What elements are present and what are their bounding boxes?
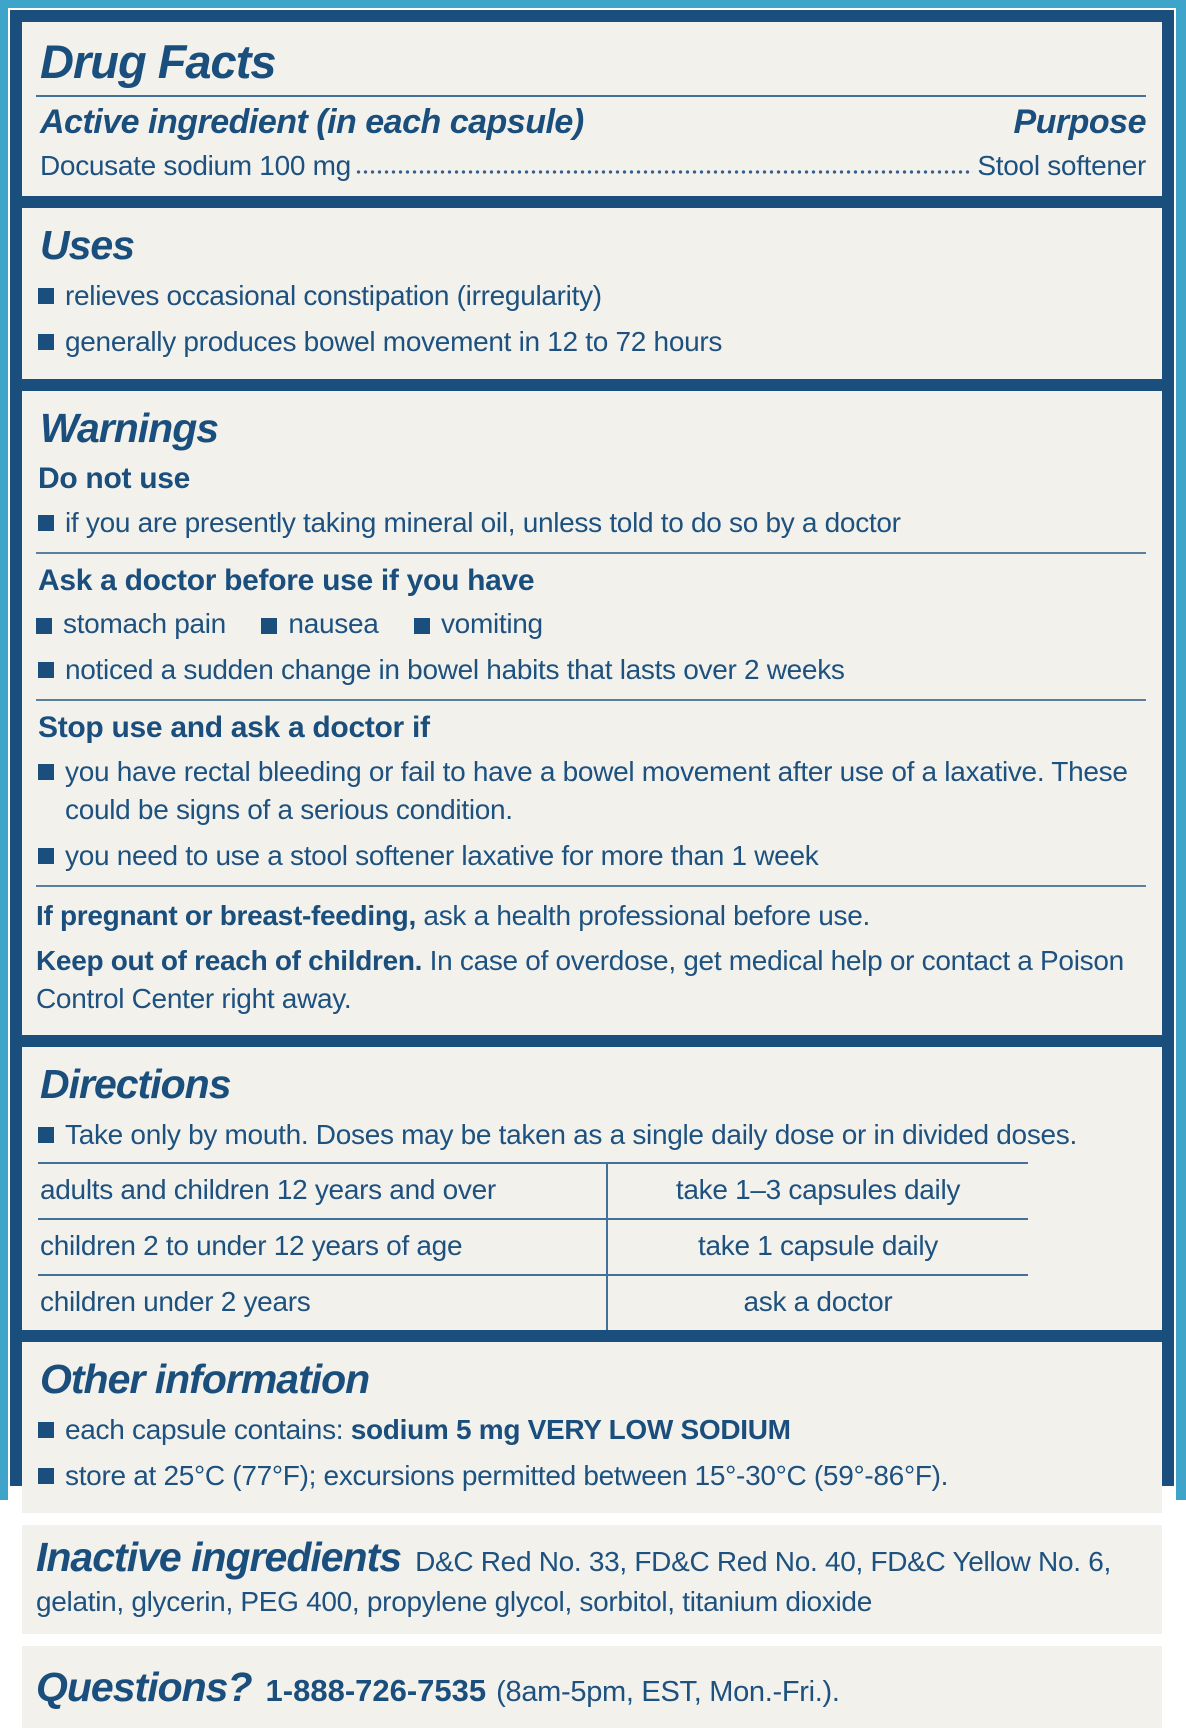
- storage-text: store at 25°C (77°F); excursions permitted between 15°-30°C (59°-86°F).: [65, 1460, 949, 1491]
- do-not-use-item: [36, 504, 1146, 542]
- divider: [36, 885, 1146, 887]
- directions-note: [36, 1116, 1146, 1154]
- ingredient-name: Docusate sodium 100 mg: [40, 150, 351, 181]
- drug-facts-title: Drug Facts: [40, 35, 276, 88]
- directions-heading: Directions: [40, 1061, 231, 1107]
- inactive-ingredients-heading: Inactive ingredients: [36, 1534, 402, 1580]
- directions-note-text: Take only by mouth. Doses may be taken as a single daily dose or in divided doses.: [65, 1119, 1077, 1150]
- other-info-item: [36, 1411, 1146, 1449]
- square-bullet-icon: [38, 1468, 54, 1484]
- panel-uses: [22, 208, 1162, 379]
- other-information-heading: Other information: [40, 1356, 370, 1402]
- ask-doctor-item-text: noticed a sudden change in bowel habits that lasts over 2 weeks: [65, 654, 845, 685]
- uses-item: [36, 323, 1146, 361]
- purpose-heading: Purpose: [1013, 103, 1146, 141]
- square-bullet-icon: [38, 662, 54, 678]
- questions-heading: Questions?: [36, 1664, 252, 1710]
- symptom-item: [36, 608, 226, 639]
- divider: [36, 552, 1146, 554]
- square-bullet-icon: [38, 1422, 54, 1438]
- square-bullet-icon: [414, 618, 430, 634]
- inactive-ingredients-text: D&C Red No. 33, FD&C Red No. 40, FD&C Yellow No. 6, gelatin, glycerin, PEG 400, propylene glycol, sorbitol, titanium dioxide: [36, 1546, 1111, 1617]
- ask-doctor-item: [36, 651, 1146, 689]
- children-warning-bold: Keep out of reach of children.: [36, 945, 423, 976]
- symptom-text: nausea: [288, 608, 379, 639]
- stop-use-heading: Stop use and ask a doctor if: [38, 711, 430, 744]
- square-bullet-icon: [36, 618, 52, 634]
- active-ingredient-header-row: [40, 103, 1146, 142]
- square-bullet-icon: [38, 764, 54, 780]
- square-bullet-icon: [38, 515, 54, 531]
- uses-item-text: generally produces bowel movement in 12 to 72 hours: [65, 326, 723, 357]
- age-group-cell: adults and children 12 years and over: [40, 1174, 496, 1205]
- children-warning-text: In case of overdose, get medical help or contact a Poison Control Center right away.: [36, 945, 1124, 1014]
- stop-use-item: [36, 753, 1146, 829]
- stop-use-item-text: you have rectal bleeding or fail to have a bowel movement after use of a laxative. These could be signs of a serious condition.: [65, 756, 1128, 825]
- age-group-cell: children under 2 years: [40, 1286, 311, 1317]
- symptoms-row: [36, 605, 1146, 643]
- symptom-text: vomiting: [440, 608, 543, 639]
- panel-warnings: [22, 391, 1162, 1035]
- children-warning: [36, 942, 1146, 1018]
- age-group-cell: children 2 to under 12 years of age: [40, 1230, 463, 1261]
- dose-cell: take 1–3 capsules daily: [606, 1164, 1028, 1218]
- ingredient-row: [40, 150, 1146, 182]
- table-row: [38, 1220, 1028, 1276]
- uses-item: [36, 277, 1146, 315]
- symptom-item: [414, 608, 543, 639]
- drug-facts-box: [10, 10, 1174, 1710]
- divider: [36, 95, 1146, 97]
- square-bullet-icon: [261, 618, 277, 634]
- square-bullet-icon: [38, 1127, 54, 1143]
- stop-use-item-text: you need to use a stool softener laxative for more than 1 week: [65, 840, 819, 871]
- square-bullet-icon: [38, 334, 54, 350]
- square-bullet-icon: [38, 848, 54, 864]
- panel-directions: [22, 1047, 1162, 1330]
- symptom-item: [261, 608, 378, 639]
- questions-phone: 1-888-726-7535: [265, 1673, 487, 1708]
- stop-use-item: [36, 837, 1146, 875]
- do-not-use-heading: Do not use: [38, 462, 190, 495]
- square-bullet-icon: [38, 288, 54, 304]
- panel-questions: [22, 1646, 1162, 1728]
- other-info-item: [36, 1457, 1146, 1495]
- panel-other-information: [22, 1342, 1162, 1513]
- pregnant-warning-text: ask a health professional before use.: [415, 900, 870, 931]
- pregnant-warning-bold: If pregnant or breast-feeding,: [36, 900, 416, 931]
- divider: [36, 699, 1146, 701]
- do-not-use-item-text: if you are presently taking mineral oil, unless told to do so by a doctor: [65, 507, 901, 538]
- panel-inactive-ingredients: [22, 1525, 1162, 1634]
- active-ingredient-heading: Active ingredient (in each capsule): [40, 103, 584, 141]
- table-row: [38, 1164, 1028, 1220]
- pregnant-warning: [36, 897, 1146, 935]
- table-row: [38, 1276, 1028, 1330]
- dose-cell: ask a doctor: [606, 1276, 1028, 1330]
- ingredient-purpose: Stool softener: [977, 150, 1146, 181]
- ask-doctor-heading: Ask a doctor before use if you have: [38, 564, 535, 597]
- panel-active-ingredient: [22, 22, 1162, 196]
- dot-leader: [355, 155, 974, 175]
- symptom-text: stomach pain: [63, 608, 226, 639]
- inactive-ingredients-para: [36, 1534, 1146, 1622]
- dose-cell: take 1 capsule daily: [606, 1220, 1028, 1274]
- uses-item-text: relieves occasional constipation (irregularity): [65, 280, 602, 311]
- other-info-item-text: [65, 1411, 791, 1449]
- uses-heading: Uses: [40, 222, 135, 268]
- sodium-bold: sodium 5 mg VERY LOW SODIUM: [350, 1414, 791, 1445]
- dosage-table: [38, 1162, 1028, 1330]
- questions-hours: (8am-5pm, EST, Mon.-Fri.).: [496, 1676, 840, 1708]
- warnings-heading: Warnings: [40, 405, 219, 451]
- sodium-prefix: each capsule contains:: [65, 1414, 351, 1445]
